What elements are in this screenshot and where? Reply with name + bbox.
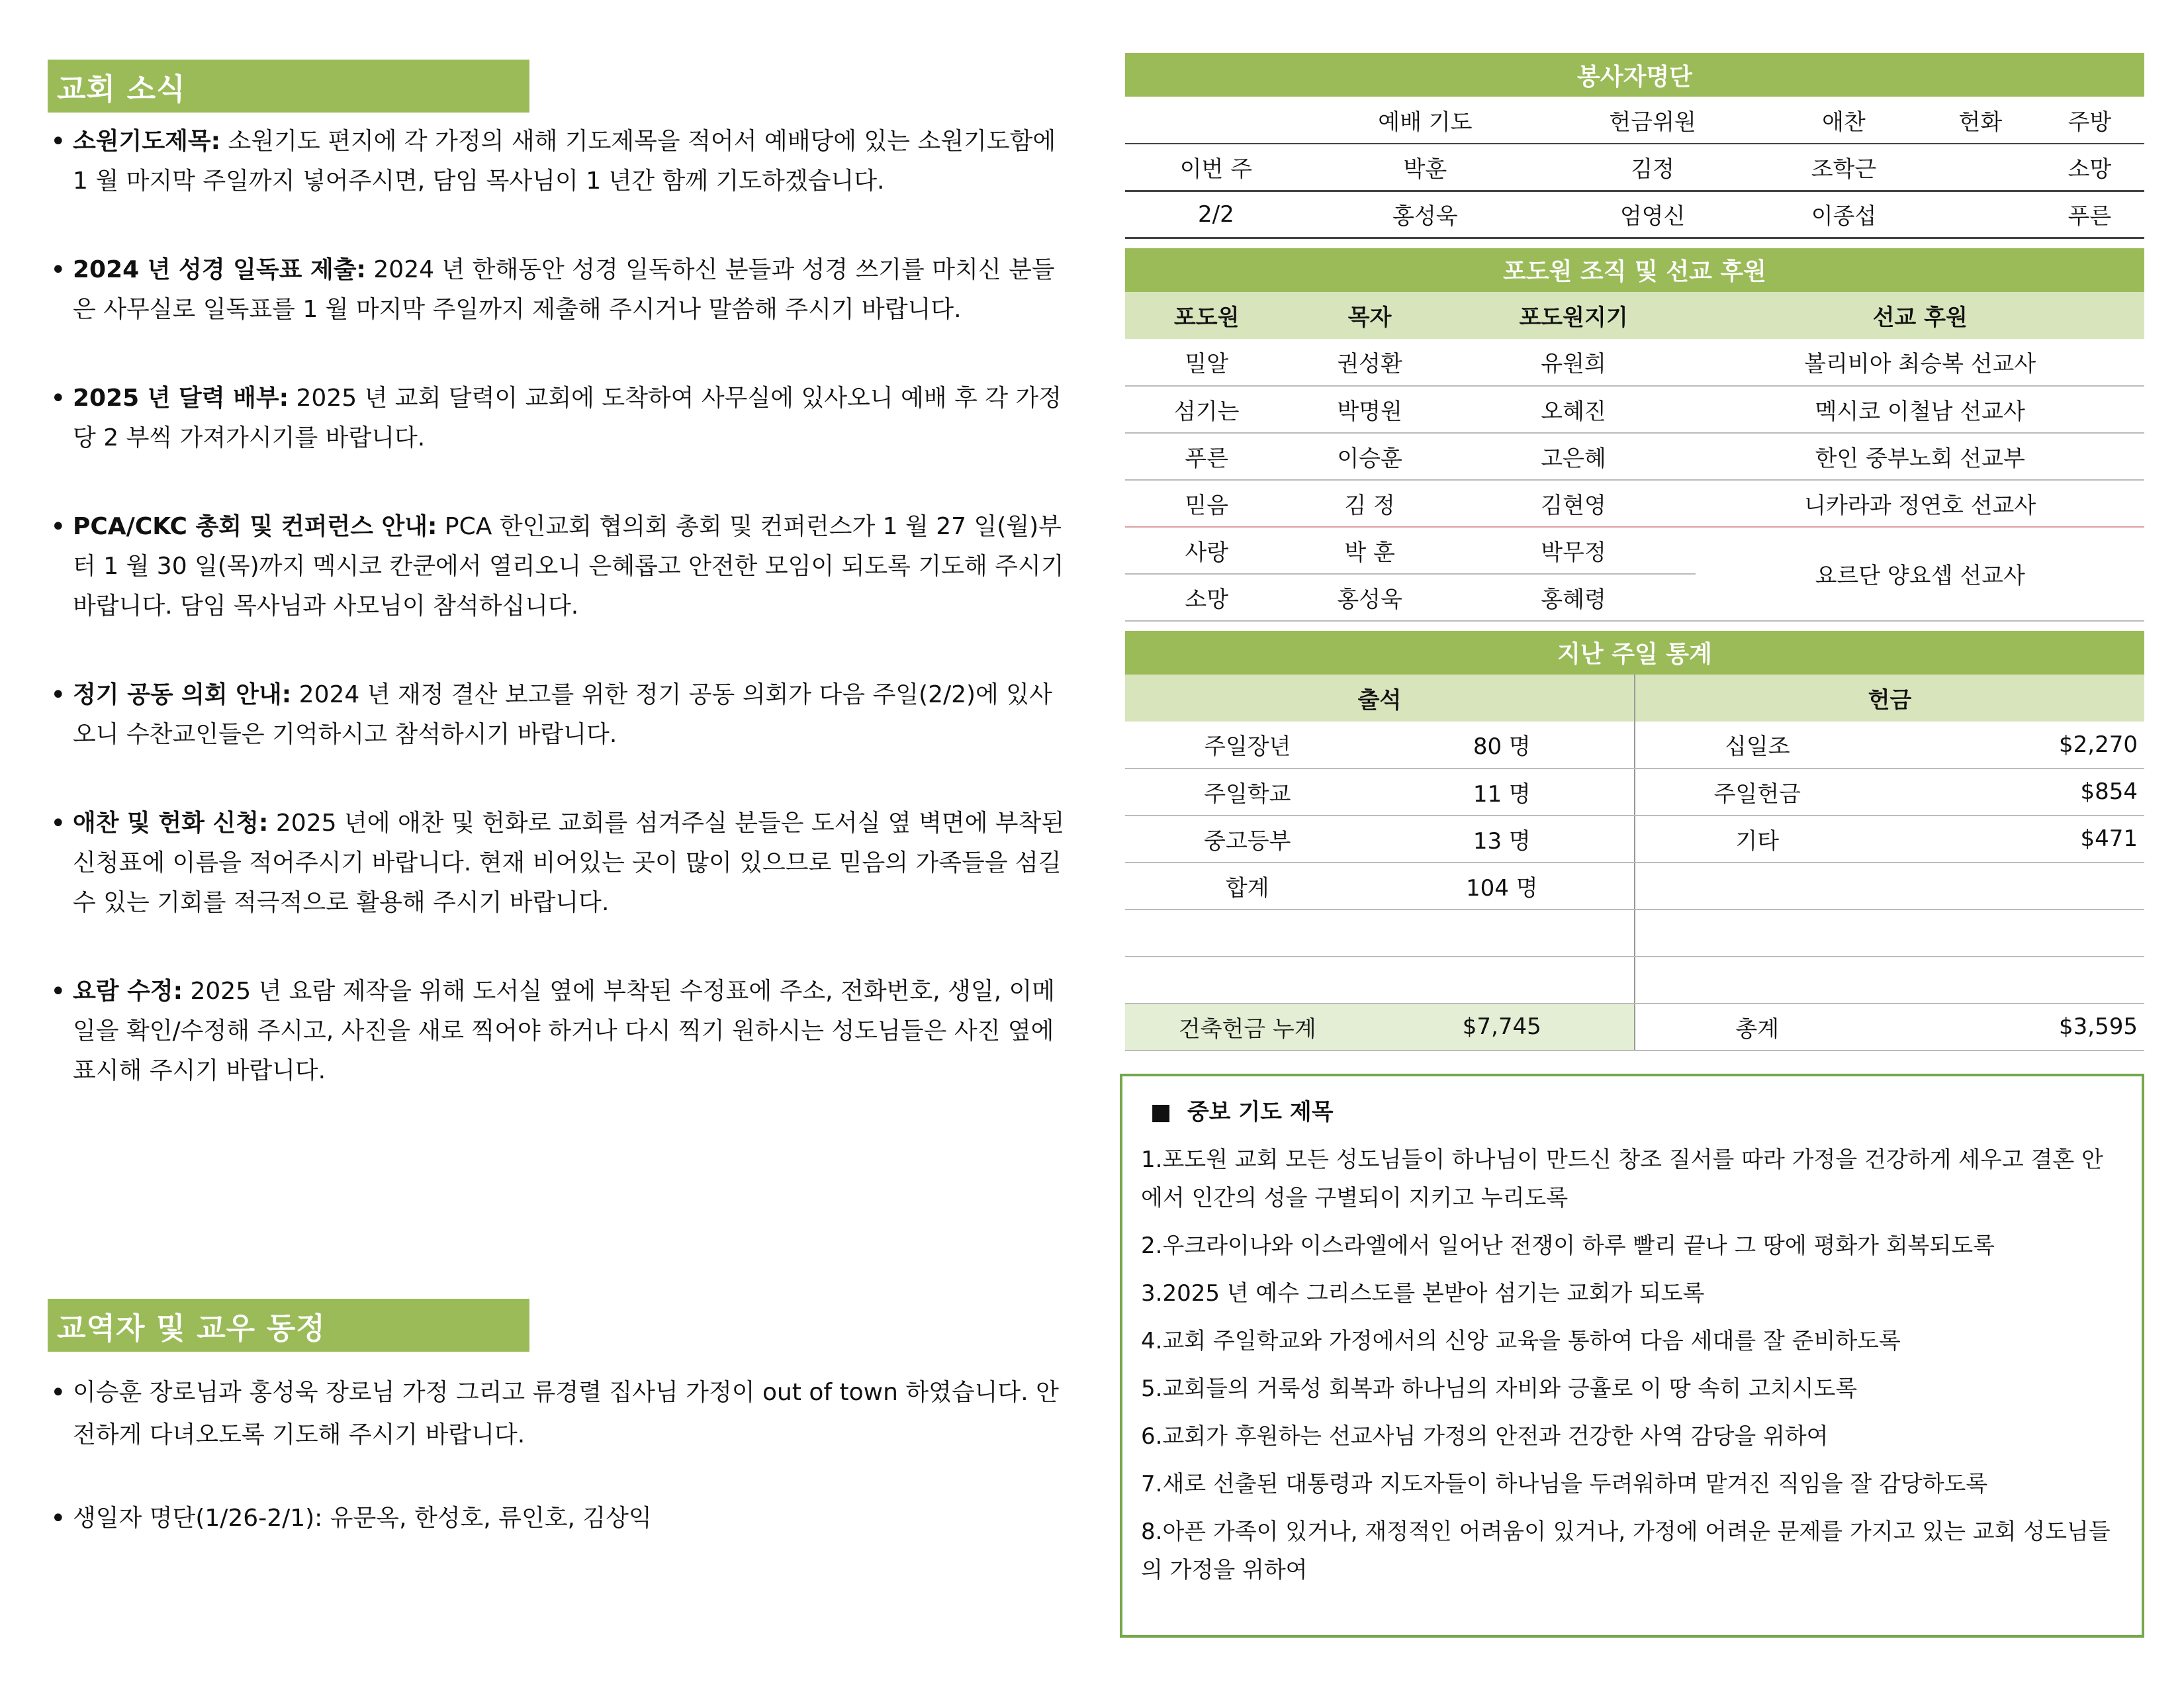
- column-header: 포도원지기: [1451, 292, 1696, 339]
- church-news-section: [48, 60, 1067, 1140]
- table-row: [1125, 480, 2144, 527]
- table-cell: 김정: [1543, 144, 1762, 191]
- table-cell: 2/2: [1125, 191, 1307, 238]
- table-cell: 김 정: [1288, 480, 1451, 527]
- news-text: PCA 한인교회 협의회 총회 및 컨퍼런스가 1 월 27 일(월)부터 1 월 30 일(목)까지 멕시코 칸쿤에서 열리오니 은혜롭고 안전한 모임이 되도록 기도해 주시기 바랍니다. 담임 목사님과 사모님이 참석하십니다.: [73, 513, 1064, 620]
- news-heading: 요람 수정:: [73, 978, 183, 1005]
- table-cell: 홍혜령: [1451, 574, 1696, 621]
- table-cell: 기타: [1635, 816, 1880, 863]
- table-cell: 엄영신: [1543, 191, 1762, 238]
- table-cell: [1880, 957, 2144, 1004]
- table-cell: 소망: [1125, 574, 1288, 621]
- table-cell: 십일조: [1635, 722, 1880, 769]
- table-cell: 조학근: [1762, 144, 1926, 191]
- news-text: 2025 년 교회 달력이 교회에 도착하여 사무실에 있사오니 예배 후 각 가정 당 2 부씩 가져가시기를 바랍니다.: [73, 385, 1062, 451]
- news-text: 2024 년 한해동안 성경 일독하신 분들과 성경 쓰기를 마치신 분들은 사무실로 일독표를 1 월 마지막 주일까지 제출해 주시거나 말씀해 주시기 바랍니다.: [73, 256, 1055, 323]
- volunteers-table: [1125, 97, 2144, 239]
- news-text: 2025 년에 애찬 및 헌화로 교회를 섬겨주실 분들은 도서실 옆 벽면에 부착된 신청표에 이름을 적어주시기 바랍니다. 현재 비어있는 곳이 많이 있으므로 믿음의 가족들을 섬길 수 있는 기회를 적극적으로 활용해 주시기 바랍니다.: [73, 810, 1065, 916]
- table-cell: 니카라과 정연호 선교사: [1696, 480, 2144, 527]
- vineyard-table: [1125, 292, 2144, 622]
- table-cell: 13 명: [1370, 816, 1635, 863]
- table-cell: [1370, 910, 1635, 957]
- table-row: [1125, 957, 2144, 1004]
- table-cell: 박훈: [1307, 144, 1543, 191]
- table-cell: $471: [1880, 816, 2144, 863]
- table-row: [1125, 144, 2144, 191]
- table-cell: 박 훈: [1288, 527, 1451, 574]
- stats-title: 지난 주일 통계: [1125, 631, 2144, 675]
- attendance-header: 출석: [1125, 675, 1635, 722]
- church-news-list: [48, 122, 1067, 1091]
- table-row: [1125, 1004, 2144, 1051]
- table-cell: [1635, 863, 1880, 910]
- table-row: [1125, 910, 2144, 957]
- total-value: $3,595: [1880, 1004, 2144, 1051]
- table-cell: 믿음: [1125, 480, 1288, 527]
- table-cell: 홍성욱: [1288, 574, 1451, 621]
- news-text: 2025 년 요람 제작을 위해 도서실 옆에 부착된 수정표에 주소, 전화번호, 생일, 이메일을 확인/수정해 주시고, 사진을 새로 찍어야 하거나 다시 찍기 원하시는 성도님들은 사진 옆에 표시해 주시기 바랍니다.: [73, 978, 1056, 1084]
- news-heading: PCA/CKC 총회 및 컨퍼런스 안내:: [73, 513, 437, 540]
- news-heading: 2024 년 성경 일독표 제출:: [73, 256, 366, 283]
- prayer-item: 7.새로 선출된 대통령과 지도자들이 하나님을 두려워하며 맡겨진 직임을 잘 감당하도록: [1141, 1471, 1988, 1497]
- table-cell: [1125, 957, 1370, 1004]
- table-row: [1125, 386, 2144, 433]
- column-header: 예배 기도: [1307, 97, 1543, 144]
- column-header: [1125, 97, 1307, 144]
- table-cell: 유원희: [1451, 339, 1696, 386]
- table-cell: [1635, 957, 1880, 1004]
- table-cell: [1880, 910, 2144, 957]
- table-header-row: [1125, 97, 2144, 144]
- prayer-item: 1.포도원 교회 모든 성도님들이 하나님이 만드신 창조 질서를 따라 가정을 건강하게 세우고 결혼 안에서 인간의 성을 구별되이 지키고 누리도록: [1141, 1147, 2103, 1211]
- column-header: 헌금위원: [1543, 97, 1762, 144]
- table-row: [1125, 722, 2144, 769]
- table-cell: 한인 중부노회 선교부: [1696, 433, 2144, 480]
- table-cell: 합계: [1125, 863, 1370, 910]
- news-heading: 2025 년 달력 배부:: [73, 385, 289, 412]
- table-row: [1125, 769, 2144, 816]
- table-cell: 사랑: [1125, 527, 1288, 574]
- table-cell: 주일학교: [1125, 769, 1370, 816]
- table-cell: 김현영: [1451, 480, 1696, 527]
- table-row: [1125, 433, 2144, 480]
- column-header: 애찬: [1762, 97, 1926, 144]
- table-cell: 이승훈: [1288, 433, 1451, 480]
- table-cell: 고은혜: [1451, 433, 1696, 480]
- members-news-item: • 이승훈 장로님과 홍성욱 장로님 가정 그리고 류경렬 집사님 가정이 out of town 하였습니다. 안전하게 다녀오도록 기도해 주시기 바랍니다.: [48, 1372, 1067, 1456]
- prayer-item: 8.아픈 가족이 있거나, 재정적인 어려움이 있거나, 가정에 어려운 문제를 가지고 있는 교회 성도님들의 가정을 위하여: [1141, 1519, 2111, 1583]
- prayer-title: [1141, 1094, 2123, 1126]
- column-header: 선교 후원: [1696, 292, 2144, 339]
- church-news-title: 교회 소식: [48, 60, 529, 113]
- table-cell: 박무정: [1451, 527, 1696, 574]
- table-cell: 멕시코 이철남 선교사: [1696, 386, 2144, 433]
- members-news-title: 교역자 및 교우 동정: [48, 1299, 529, 1352]
- volunteers-title: 봉사자명단: [1125, 53, 2144, 97]
- news-item: [48, 675, 1067, 755]
- table-cell: [1635, 910, 1880, 957]
- table-cell: 이번 주: [1125, 144, 1307, 191]
- prayer-item: 2.우크라이나와 이스라엘에서 일어난 전쟁이 하루 빨리 끝나 그 땅에 평화가 회복되도록: [1141, 1233, 1995, 1259]
- table-cell: 이종섭: [1762, 191, 1926, 238]
- table-row: [1125, 339, 2144, 386]
- table-cell: 볼리비아 최승복 선교사: [1696, 339, 2144, 386]
- table-cell: 홍성욱: [1307, 191, 1543, 238]
- table-cell: 오혜진: [1451, 386, 1696, 433]
- offering-header: 헌금: [1635, 675, 2144, 722]
- table-cell: [1880, 863, 2144, 910]
- news-item: [48, 122, 1067, 201]
- prayer-item: 3.2025 년 예수 그리스도를 본받아 섬기는 교회가 되도록: [1141, 1280, 1705, 1307]
- prayer-title-text: 중보 기도 제목: [1187, 1099, 1334, 1125]
- table-cell: 104 명: [1370, 863, 1635, 910]
- news-item: [48, 804, 1067, 923]
- table-cell: 밀알: [1125, 339, 1288, 386]
- table-cell: 80 명: [1370, 722, 1635, 769]
- table-cell: 섬기는: [1125, 386, 1288, 433]
- prayer-item: 4.교회 주일학교와 가정에서의 신앙 교육을 통하여 다음 세대를 잘 준비하도록: [1141, 1328, 1901, 1354]
- vineyard-title: 포도원 조직 및 선교 후원: [1125, 248, 2144, 292]
- square-bullet-icon: ■: [1150, 1099, 1172, 1125]
- prayer-item: 5.교회들의 거룩성 회복과 하나님의 자비와 긍휼로 이 땅 속히 고치시도록: [1141, 1376, 1858, 1402]
- table-cell: [1926, 144, 2035, 191]
- table-row: [1125, 527, 2144, 574]
- table-cell: [1926, 191, 2035, 238]
- table-cell: 주일헌금: [1635, 769, 1880, 816]
- building-label: 건축헌금 누계: [1125, 1004, 1370, 1051]
- table-header-row: [1125, 675, 2144, 722]
- prayer-box: [1120, 1074, 2144, 1638]
- table-cell: 11 명: [1370, 769, 1635, 816]
- right-column: [1125, 53, 2144, 1051]
- members-news-item: • 생일자 명단(1/26-2/1): 유문옥, 한성호, 류인호, 김상익: [48, 1497, 1067, 1540]
- table-cell: [1370, 957, 1635, 1004]
- building-value: $7,745: [1370, 1004, 1635, 1051]
- table-cell: 주일장년: [1125, 722, 1370, 769]
- column-header: 주방: [2035, 97, 2144, 144]
- table-row: [1125, 816, 2144, 863]
- total-label: 총계: [1635, 1004, 1880, 1051]
- news-text: 2024 년 재정 결산 보고를 위한 정기 공동 의회가 다음 주일(2/2)에 있사오니 수찬교인들은 기억하시고 참석하시기 바랍니다.: [73, 681, 1052, 748]
- table-cell: 박명원: [1288, 386, 1451, 433]
- table-cell: 중고등부: [1125, 816, 1370, 863]
- column-header: 포도원: [1125, 292, 1288, 339]
- table-cell: 권성환: [1288, 339, 1451, 386]
- column-header: 목자: [1288, 292, 1451, 339]
- members-news-section: [48, 1299, 1067, 1581]
- news-heading: 애찬 및 헌화 신청:: [73, 810, 269, 837]
- table-cell: $2,270: [1880, 722, 2144, 769]
- news-item: [48, 507, 1067, 626]
- news-item: [48, 972, 1067, 1091]
- news-item: [48, 250, 1067, 330]
- table-row: [1125, 191, 2144, 238]
- news-item: [48, 379, 1067, 458]
- table-cell: 요르단 양요셉 선교사: [1696, 527, 2144, 621]
- news-heading: 소원기도제목:: [73, 128, 221, 155]
- table-cell: 푸른: [2035, 191, 2144, 238]
- prayer-item: 6.교회가 후원하는 선교사님 가정의 안전과 건강한 사역 감당을 위하여: [1141, 1423, 1829, 1450]
- news-text: 소원기도 편지에 각 가정의 새해 기도제목을 적어서 예배당에 있는 소원기도함에 1 월 마지막 주일까지 넣어주시면, 담임 목사님이 1 년간 함께 기도하겠습니다.: [73, 128, 1056, 195]
- column-header: 헌화: [1926, 97, 2035, 144]
- table-header-row: [1125, 292, 2144, 339]
- table-row: [1125, 863, 2144, 910]
- members-news-list: [48, 1372, 1067, 1540]
- table-cell: [1125, 910, 1370, 957]
- table-cell: $854: [1880, 769, 2144, 816]
- stats-table: [1125, 675, 2144, 1051]
- table-cell: 소망: [2035, 144, 2144, 191]
- news-heading: 정기 공동 의회 안내:: [73, 681, 292, 708]
- table-cell: 푸른: [1125, 433, 1288, 480]
